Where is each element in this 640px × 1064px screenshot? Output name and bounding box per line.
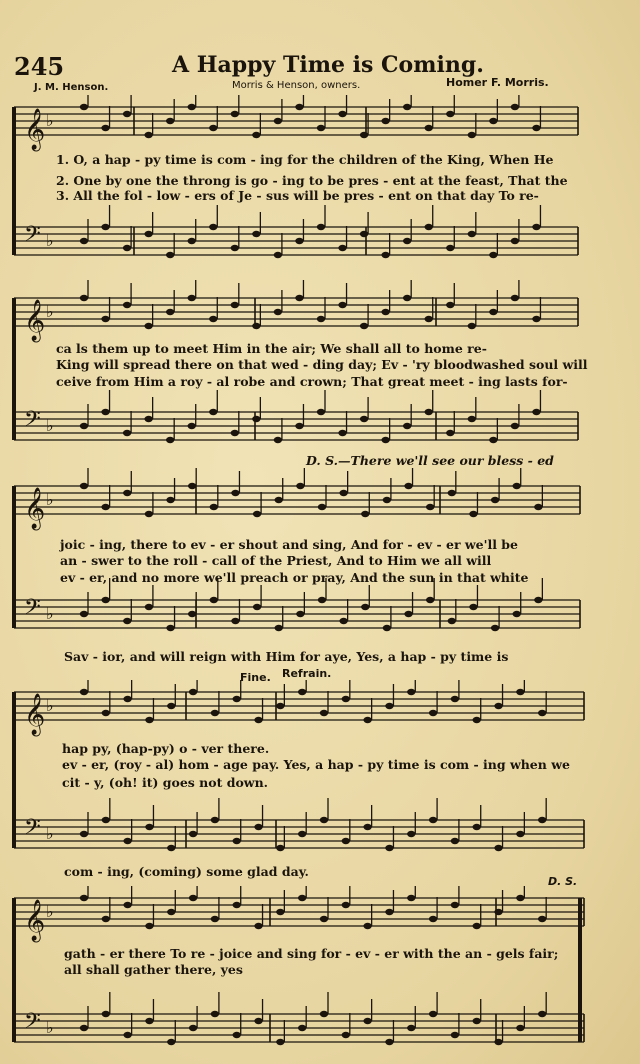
note-head <box>275 625 283 631</box>
note-head <box>320 710 328 716</box>
note-head <box>145 824 153 830</box>
note-head <box>360 132 368 138</box>
note-head <box>123 902 131 908</box>
note-head <box>383 625 391 631</box>
note-head <box>80 1025 88 1031</box>
note-head <box>538 1011 546 1017</box>
note-head <box>385 1039 393 1045</box>
note-head <box>80 689 88 695</box>
note-head <box>363 824 371 830</box>
note-head <box>123 490 131 496</box>
note-head <box>298 831 306 837</box>
note-head <box>473 923 481 929</box>
key-flat-icon: ♭ <box>46 111 54 130</box>
treble-clef-icon: 𝄞 <box>24 488 46 529</box>
note-head <box>317 224 325 230</box>
note-head <box>189 895 197 901</box>
note-head <box>489 309 497 315</box>
note-head <box>489 252 497 258</box>
note-head <box>446 430 454 436</box>
note-head <box>360 323 368 329</box>
key-flat-icon: ♭ <box>46 604 54 623</box>
note-head <box>253 604 261 610</box>
note-head <box>385 703 393 709</box>
note-head <box>144 323 152 329</box>
bass-clef-icon: 𝄢 <box>24 1009 41 1039</box>
note-head <box>233 696 241 702</box>
treble-clef-icon: 𝄞 <box>24 900 46 941</box>
note-head <box>446 302 454 308</box>
note-head <box>516 689 524 695</box>
note-head <box>473 824 481 830</box>
note-head <box>274 437 282 443</box>
note-head <box>494 845 502 851</box>
note-head <box>532 224 540 230</box>
note-head <box>426 504 434 510</box>
note-head <box>538 916 546 922</box>
note-head <box>145 511 153 517</box>
note-head <box>407 895 415 901</box>
ds-marker: D. S. <box>548 875 578 888</box>
lyric-line: ev - er, (roy - al) hom - age pay. Yes, a hap - py time is com - ing when we <box>62 757 570 772</box>
ds-lyric-line: D. S.—There we'll see our bless - ed <box>306 453 554 468</box>
note-head <box>516 895 524 901</box>
note-head <box>101 597 109 603</box>
note-head <box>189 689 197 695</box>
note-head <box>209 316 217 322</box>
lyric-line: ev - er, and no more we'll preach or pray, And the sun in that white <box>60 570 529 585</box>
note-head <box>468 323 476 329</box>
note-head <box>383 497 391 503</box>
note-head <box>276 1039 284 1045</box>
note-head <box>166 309 174 315</box>
note-head <box>102 817 110 823</box>
bass-clef-icon: 𝄢 <box>24 595 41 625</box>
note-head <box>80 895 88 901</box>
note-head <box>80 483 88 489</box>
note-head <box>403 295 411 301</box>
note-head <box>446 111 454 117</box>
note-head <box>511 423 519 429</box>
note-head <box>538 817 546 823</box>
note-head <box>489 437 497 443</box>
note-head <box>80 238 88 244</box>
note-head <box>338 430 346 436</box>
note-head <box>298 895 306 901</box>
note-head <box>425 125 433 131</box>
key-flat-icon: ♭ <box>46 824 54 843</box>
note-head <box>188 423 196 429</box>
note-head <box>532 125 540 131</box>
note-head <box>231 302 239 308</box>
note-head <box>253 511 261 517</box>
note-head <box>404 611 412 617</box>
treble-clef-icon: 𝄞 <box>24 109 46 150</box>
note-head <box>385 909 393 915</box>
note-head <box>381 252 389 258</box>
note-head <box>425 316 433 322</box>
note-head <box>425 409 433 415</box>
note-head <box>80 611 88 617</box>
note-head <box>513 611 521 617</box>
fine-marker: Fine. <box>240 671 271 684</box>
note-head <box>429 1011 437 1017</box>
note-head <box>317 125 325 131</box>
note-head <box>426 597 434 603</box>
note-head <box>429 817 437 823</box>
note-head <box>231 618 239 624</box>
note-head <box>123 696 131 702</box>
treble-clef-icon: 𝄞 <box>24 694 46 735</box>
note-head <box>295 423 303 429</box>
note-head <box>188 483 196 489</box>
note-head <box>296 611 304 617</box>
note-head <box>167 703 175 709</box>
note-head <box>123 430 131 436</box>
note-head <box>448 618 456 624</box>
lyricist-credit: J. M. Henson. <box>34 82 109 93</box>
note-head <box>167 909 175 915</box>
note-head <box>275 497 283 503</box>
note-head <box>80 295 88 301</box>
note-head <box>101 409 109 415</box>
note-head <box>295 295 303 301</box>
note-head <box>145 1018 153 1024</box>
note-head <box>188 104 196 110</box>
note-head <box>209 409 217 415</box>
note-head <box>451 1032 459 1038</box>
note-head <box>342 902 350 908</box>
note-head <box>210 597 218 603</box>
note-head <box>429 710 437 716</box>
note-head <box>80 423 88 429</box>
note-head <box>381 437 389 443</box>
note-head <box>339 490 347 496</box>
note-head <box>361 511 369 517</box>
note-head <box>494 703 502 709</box>
note-head <box>296 483 304 489</box>
note-head <box>318 504 326 510</box>
lyric-line: an - swer to the roll - call of the Priest, And to Him we all will <box>60 553 492 568</box>
owners-credit: Morris & Henson, owners. <box>232 80 361 91</box>
note-head <box>381 309 389 315</box>
note-head <box>211 1011 219 1017</box>
note-head <box>166 437 174 443</box>
lyric-line: gath - er there To re - joice and sing for - ev - er with the an - gels fair; <box>64 946 559 961</box>
note-head <box>276 703 284 709</box>
note-head <box>317 316 325 322</box>
note-head <box>407 1025 415 1031</box>
note-head <box>101 504 109 510</box>
lyric-line: all shall gather there, yes <box>64 962 243 977</box>
note-head <box>516 1025 524 1031</box>
note-head <box>254 1018 262 1024</box>
note-head <box>254 717 262 723</box>
note-head <box>534 504 542 510</box>
note-head <box>254 923 262 929</box>
note-head <box>252 132 260 138</box>
note-head <box>338 111 346 117</box>
note-head <box>252 323 260 329</box>
note-head <box>254 824 262 830</box>
note-head <box>534 597 542 603</box>
note-head <box>167 1039 175 1045</box>
note-head <box>167 845 175 851</box>
note-head <box>320 916 328 922</box>
bass-clef-icon: 𝄢 <box>24 815 41 845</box>
note-head <box>513 483 521 489</box>
note-head <box>429 916 437 922</box>
key-flat-icon: ♭ <box>46 231 54 250</box>
hymn-title: A Happy Time is Coming. <box>172 52 484 78</box>
note-head <box>123 111 131 117</box>
note-head <box>274 309 282 315</box>
note-head <box>144 132 152 138</box>
note-head <box>209 125 217 131</box>
note-head <box>102 1011 110 1017</box>
note-head <box>80 104 88 110</box>
note-head <box>451 838 459 844</box>
note-head <box>538 710 546 716</box>
note-head <box>295 238 303 244</box>
note-head <box>188 238 196 244</box>
note-head <box>451 902 459 908</box>
note-head <box>425 224 433 230</box>
lyric-line: ca ls them up to meet Him in the air; We shall all to home re- <box>56 341 487 356</box>
hymn-number: 245 <box>14 52 65 81</box>
note-head <box>80 831 88 837</box>
lyric-line: hap py, (hap-py) o - ver there. <box>62 741 270 756</box>
key-flat-icon: ♭ <box>46 1018 54 1037</box>
note-head <box>342 838 350 844</box>
key-flat-icon: ♭ <box>46 696 54 715</box>
note-head <box>274 252 282 258</box>
lyric-line: ceive from Him a roy - al robe and crown; That great meet - ing lasts for- <box>56 374 568 389</box>
note-head <box>491 497 499 503</box>
note-head <box>511 295 519 301</box>
note-head <box>468 231 476 237</box>
lyric-line: King will spread there on that wed - ding day; Ev - 'ry bloodwashed soul will <box>56 357 588 372</box>
note-head <box>385 845 393 851</box>
note-head <box>448 490 456 496</box>
note-head <box>342 1032 350 1038</box>
note-head <box>320 1011 328 1017</box>
note-head <box>274 118 282 124</box>
note-head <box>101 224 109 230</box>
note-head <box>101 125 109 131</box>
note-head <box>233 902 241 908</box>
note-head <box>468 416 476 422</box>
note-head <box>360 416 368 422</box>
note-head <box>145 923 153 929</box>
note-head <box>403 238 411 244</box>
note-head <box>123 1032 131 1038</box>
note-head <box>101 316 109 322</box>
note-head <box>342 696 350 702</box>
lyric-line: 2. One by one the throng is go - ing to be pres - ent at the feast, That the <box>56 173 568 188</box>
note-head <box>145 717 153 723</box>
note-head <box>338 302 346 308</box>
note-head <box>403 423 411 429</box>
note-head <box>123 302 131 308</box>
note-head <box>231 430 239 436</box>
note-head <box>231 111 239 117</box>
note-head <box>210 504 218 510</box>
note-head <box>123 618 131 624</box>
note-head <box>123 245 131 251</box>
note-head <box>231 490 239 496</box>
note-head <box>166 118 174 124</box>
note-head <box>404 483 412 489</box>
note-head <box>298 689 306 695</box>
note-head <box>211 916 219 922</box>
note-head <box>468 132 476 138</box>
lyric-line: 3. All the fol - low - ers of Je - sus will be pres - ent on that day To re- <box>56 188 539 203</box>
note-head <box>102 710 110 716</box>
note-head <box>231 245 239 251</box>
key-flat-icon: ♭ <box>46 902 54 921</box>
note-head <box>511 104 519 110</box>
note-head <box>233 1032 241 1038</box>
note-head <box>403 104 411 110</box>
note-head <box>123 838 131 844</box>
note-head <box>491 625 499 631</box>
note-head <box>532 316 540 322</box>
note-head <box>166 625 174 631</box>
lyric-line: joic - ing, there to ev - er shout and sing, And for - ev - er we'll be <box>60 537 518 552</box>
note-head <box>532 409 540 415</box>
key-flat-icon: ♭ <box>46 302 54 321</box>
note-head <box>276 909 284 915</box>
note-head <box>473 1018 481 1024</box>
note-head <box>473 717 481 723</box>
note-head <box>166 252 174 258</box>
note-head <box>318 597 326 603</box>
note-head <box>144 416 152 422</box>
note-head <box>188 611 196 617</box>
note-head <box>102 916 110 922</box>
note-head <box>489 118 497 124</box>
note-head <box>339 618 347 624</box>
note-head <box>516 831 524 837</box>
note-head <box>407 689 415 695</box>
key-flat-icon: ♭ <box>46 490 54 509</box>
note-head <box>188 295 196 301</box>
bass-clef-icon: 𝄢 <box>24 407 41 437</box>
note-head <box>166 497 174 503</box>
note-head <box>189 831 197 837</box>
note-head <box>211 710 219 716</box>
note-head <box>252 416 260 422</box>
refrain-marker: Refrain. <box>282 667 332 680</box>
note-head <box>189 1025 197 1031</box>
note-head <box>363 923 371 929</box>
treble-clef-icon: 𝄞 <box>24 300 46 341</box>
note-head <box>298 1025 306 1031</box>
note-head <box>276 845 284 851</box>
note-head <box>511 238 519 244</box>
note-head <box>317 409 325 415</box>
note-head <box>363 1018 371 1024</box>
note-head <box>361 604 369 610</box>
bass-clef-icon: 𝄢 <box>24 222 41 252</box>
lyric-line: 1. O, a hap - py time is com - ing for the children of the King, When He <box>56 152 554 167</box>
note-head <box>407 831 415 837</box>
note-head <box>469 604 477 610</box>
note-head <box>363 717 371 723</box>
key-flat-icon: ♭ <box>46 416 54 435</box>
note-head <box>451 696 459 702</box>
note-head <box>338 245 346 251</box>
note-head <box>320 817 328 823</box>
note-head <box>469 511 477 517</box>
note-head <box>252 231 260 237</box>
note-head <box>295 104 303 110</box>
note-head <box>233 838 241 844</box>
lyric-line: Sav - ior, and will reign with Him for aye, Yes, a hap - py time is <box>64 649 509 664</box>
lyric-line: cit - y, (oh! it) goes not down. <box>62 775 269 790</box>
note-head <box>446 245 454 251</box>
lyric-line: com - ing, (coming) some glad day. <box>64 864 309 879</box>
note-head <box>209 224 217 230</box>
note-head <box>211 817 219 823</box>
note-head <box>145 604 153 610</box>
note-head <box>381 118 389 124</box>
composer-credit: Homer F. Morris. <box>446 76 549 89</box>
note-head <box>144 231 152 237</box>
note-head <box>360 231 368 237</box>
